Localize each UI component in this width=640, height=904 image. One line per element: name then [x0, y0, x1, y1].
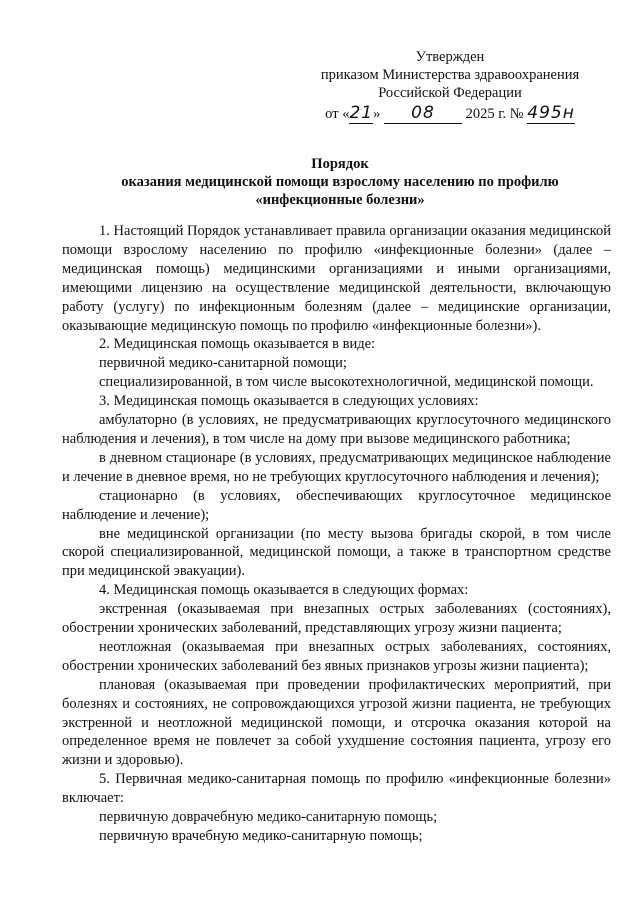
approval-country: Российской Федерации — [378, 85, 522, 101]
approval-ministry: приказом Министерства здравоохранения — [320, 67, 580, 83]
paragraph-3-item-1: амбулаторно (в условиях, не предусматривающих круглосуточного медицинского наблюдения и лечения), в том числе на дому при вызове медицинского работника; — [62, 412, 611, 447]
document-title — [60, 155, 620, 209]
date-mid: » — [373, 106, 381, 122]
paragraph-2-item-2: специализированной, в том числе высокотехнологичной, медицинской помощи. — [99, 374, 594, 391]
document-body — [62, 222, 611, 846]
title-line-2: оказания медицинской помощи взрослому населению по профилю — [121, 174, 559, 190]
order-number-field — [527, 104, 575, 124]
paragraph-2-item-1: первичной медико-санитарной помощи; — [99, 355, 347, 372]
paragraph-3: 3. Медицинская помощь оказывается в следующих условиях: — [99, 393, 479, 410]
date-month-handwritten: 08 — [411, 103, 435, 123]
date-year-text: 2025 г. № — [465, 106, 524, 122]
paragraph-5: 5. Первичная медико-санитарная помощь по профилю «инфекционные болезни» включает: — [62, 771, 611, 807]
date-month-field — [384, 104, 462, 124]
paragraph-3-item-3: стационарно (в условиях, обеспечивающих круглосуточное медицинское наблюдение и лечение); — [62, 487, 611, 523]
paragraph-4-item-1: экстренная (оказываемая при внезапных острых заболеваниях (состояниях), обострении хронических заболеваний, представляющих угрозу жизни пациента; — [62, 601, 611, 637]
title-line-1: Порядок — [311, 156, 369, 172]
title-line-3: «инфекционные болезни» — [255, 192, 425, 208]
date-day-field — [349, 104, 373, 124]
approval-block — [290, 48, 610, 124]
paragraph-5-item-2: первичную врачебную медико-санитарную помощь; — [99, 828, 423, 844]
paragraph-3-item-2: в дневном стационаре (в условиях, предусматривающих медицинское наблюдение и лечение в дневное время, но не требующих круглосуточного наблюдения и лечения); — [62, 449, 611, 485]
approval-heading: Утвержден — [415, 49, 485, 65]
paragraph-4-item-3: плановая (оказываемая при проведении профилактических мероприятий, при болезнях и состояниях, не сопровождающихся угрозой жизни пациента, не требующих экстренной и неотложной медицинской помощи, и отсрочка оказания которой на определенное время не повлечет за собой ухудшение состояния пациента, угрозу его жизни и здоровью). — [62, 676, 611, 769]
order-number-handwritten: 495н — [527, 103, 575, 123]
date-day-handwritten: 21 — [349, 103, 374, 123]
paragraph-1: 1. Настоящий Порядок устанавливает правила организации оказания медицинской помощи взрослому населению по профилю «инфекционные болезни» (далее – медицинская помощь) медицинскими организациями и иными организациями, имеющими лицензию на осуществление медицинской деятельности, включающую работу (услугу) по инфекционным болезням (далее – медицинские организации, оказывающие медицинскую помощь по профилю «инфекционные болезни»). — [62, 223, 611, 334]
approval-date-line — [290, 104, 610, 124]
paragraph-5-item-1: первичную доврачебную медико-санитарную помощь; — [99, 809, 438, 826]
paragraph-4: 4. Медицинская помощь оказывается в следующих формах: — [99, 582, 469, 599]
paragraph-2: 2. Медицинская помощь оказывается в виде: — [99, 336, 376, 353]
paragraph-3-item-4: вне медицинской организации (по месту вызова бригады скорой, в том числе скорой специализированной, медицинской помощи, а также в транспортном средстве при медицинской эвакуации). — [62, 525, 611, 580]
date-prefix: от « — [325, 106, 350, 122]
paragraph-4-item-2: неотложная (оказываемая при внезапных острых заболеваниях, состояниях, обострении хронических заболеваний без явных признаков угрозы жизни пациента); — [62, 638, 611, 674]
